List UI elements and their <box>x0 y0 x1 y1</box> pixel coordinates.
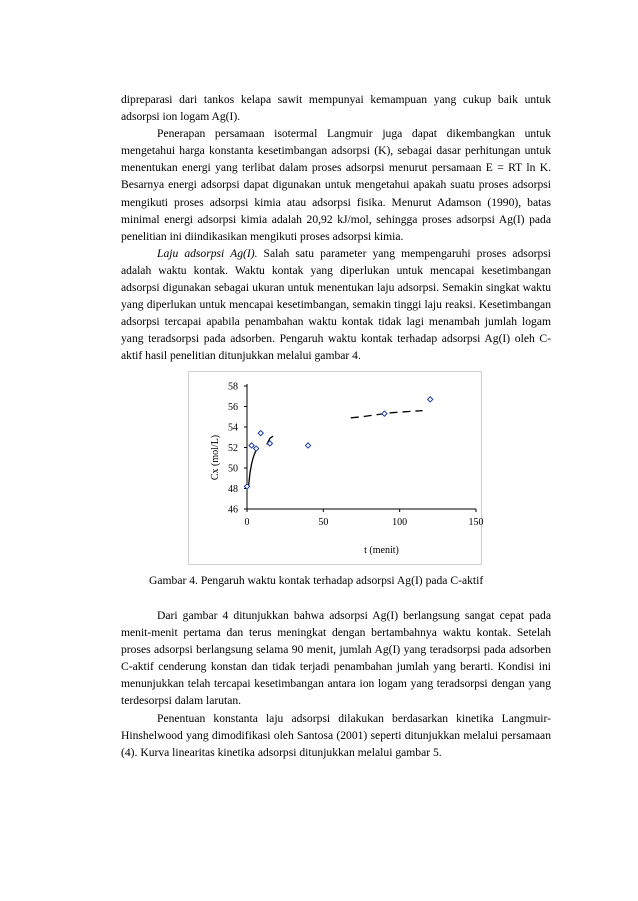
paragraph-5: Penentuan konstanta laju adsorpsi dilakukan berdasarkan kinetika Langmuir-Hinshelwood yang dimodifikasi oleh Santosa (2001) seperti ditunjukkan melalui persamaan (4). Kurva linearitas kinetika adsorpsi ditunjukkan melalui gambar 5. <box>121 711 551 759</box>
figure-caption: Gambar 4. Pengaruh waktu kontak terhadap adsorpsi Ag(I) pada C-aktif <box>149 574 484 587</box>
paragraph-4: Dari gambar 4 ditunjukkan bahwa adsorpsi Ag(I) berlangsung sangat cepat pada menit-menit pertama dan terus meningkat dengan bertambahnya waktu kontak. Setelah proses adsorpsi berlangsung selama 90 menit, jumlah Ag(I) yang teradsorpsi pada adsorben C-aktif cenderung konstan dan tidak terjadi penambahan jumlah yang berarti. Kondisi ini menunjukkan telah tercapai kesetimbangan antara ion logam yang teradsorpsi dengan yang terdesorpsi dalam larutan. <box>121 609 551 708</box>
y-tick-label: 46 <box>228 504 238 516</box>
chart-frame <box>188 371 482 565</box>
x-tick-label: 0 <box>244 517 250 528</box>
paragraph-1: dipreparasi dari tankos kelapa sawit mempunyai kemampuan yang cukup baik untuk adsorpsi ion logam Ag(I). <box>121 93 551 124</box>
chart-axes <box>247 384 476 509</box>
chart-svg <box>189 372 484 564</box>
chart-marks <box>244 397 432 489</box>
y-tick-label: 58 <box>228 381 238 393</box>
y-tick-label: 52 <box>228 443 238 454</box>
text-block-bottom <box>121 607 551 761</box>
chart-ticks <box>228 382 484 529</box>
data-point <box>249 443 254 448</box>
data-point <box>258 431 263 436</box>
x-tick-label: 150 <box>468 517 484 528</box>
x-axis-label: t (menit) <box>364 545 399 556</box>
text-block-top <box>121 91 551 365</box>
chart-curves <box>249 411 423 487</box>
laju-heading: Laju adsorpsi Ag(I). <box>157 246 258 260</box>
y-axis-label: Cx (mol/L) <box>210 434 221 481</box>
y-tick-label: 56 <box>228 402 238 413</box>
x-tick-label: 50 <box>318 517 329 528</box>
paragraph-2: Penerapan persamaan isotermal Langmuir juga dapat dikembangkan untuk mengetahui harga konstanta kesetimbangan adsorpsi (K), sebagai dasar perhitungan untuk menentukan energi yang terlibat dalam proses adsorpsi menurut persamaan E = RT ln K. Besarnya energi adsorpsi dapat digunakan untuk mengetahui apakah suatu proses adsorpsi mengikuti proses adsorpsi kimia atau adsorpsi fisika. Menurut Adamson (1990), batas minimal energi adsorpsi kimia adalah 20,92 kJ/mol, sehingga proses adsorpsi Ag(I) pada penelitian ini diindikasikan mengikuti proses adsorpsi kimia. <box>121 127 551 243</box>
laju-text: Salah satu parameter yang mempengaruhi proses adsorpsi adalah waktu kontak. Waktu kontak yang diperlukan untuk mencapai kesetimbangan adsorpsi digunakan sebagai ukuran untuk menentukan laju adsorpsi. Semakin singkat waktu yang diperlukan untuk mencapai kesetimbangan, semakin tinggi laju reaksi. Kesetimbangan adsorpsi tercapai apabila penambahan waktu kontak tidak lagi menambah jumlah logam yang teradsorpsi pada adsorben. Pengaruh waktu kontak terhadap adsorpsi Ag(I) oleh C-aktif hasil penelitian ditunjukkan melalui gambar 4. <box>121 246 552 363</box>
y-tick-label: 50 <box>228 463 238 475</box>
paragraph-3 <box>121 245 551 365</box>
y-tick-label: 54 <box>228 422 238 434</box>
data-point <box>428 397 433 402</box>
x-tick-label: 100 <box>392 517 408 528</box>
data-point <box>382 411 387 416</box>
fit-curve-initial <box>249 450 257 487</box>
data-point <box>254 446 259 451</box>
y-tick-label: 48 <box>228 484 238 495</box>
data-point <box>305 443 310 448</box>
